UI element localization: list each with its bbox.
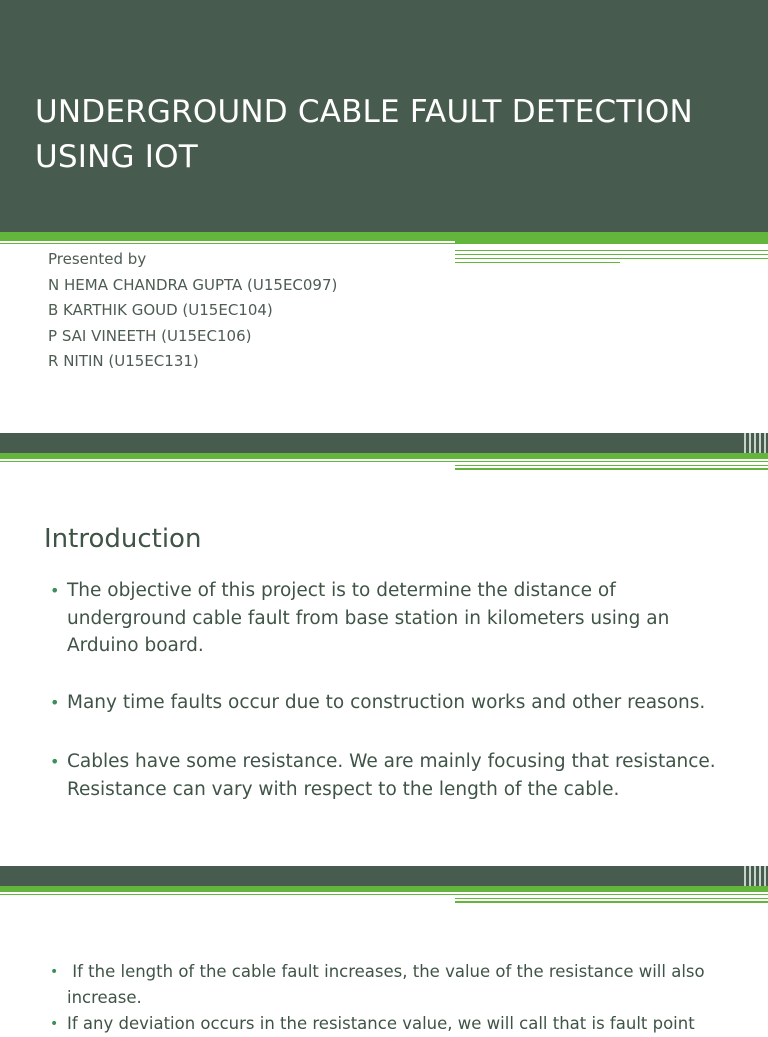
bullet-item <box>50 959 740 1011</box>
slide1-thin-line <box>0 243 455 244</box>
slide3-thin-line-3 <box>455 901 768 903</box>
slide3-thin-line-2 <box>455 898 768 899</box>
slide3-header-stripes <box>742 866 768 886</box>
bullet-text: If any deviation occurs in the resistance value, we will call that is fault point <box>67 1014 695 1033</box>
slide1-accent-line-3 <box>455 254 768 255</box>
slide1-accent-line-1 <box>455 241 768 244</box>
presenter-item: R NITIN (U15EC131) <box>48 352 199 370</box>
bullet-dot-icon: • <box>50 752 60 771</box>
slide1-green-bar <box>0 232 768 241</box>
presented-by-label: Presented by <box>48 250 147 268</box>
presenter-item: N HEMA CHANDRA GUPTA (U15EC097) <box>48 275 338 294</box>
bullet-dot-icon: • <box>50 693 60 712</box>
slide3-header-band <box>0 866 768 886</box>
slide1-accent-line-4 <box>455 258 768 259</box>
bullet-item <box>50 689 740 717</box>
bullet-item <box>50 1011 740 1037</box>
slide2-thin-line-3 <box>455 468 768 470</box>
slide2-heading: Introduction <box>44 524 202 554</box>
slide2-green-bar <box>0 453 768 459</box>
bullet-dot-icon: • <box>50 964 59 980</box>
bullet-dot-icon: • <box>50 581 60 600</box>
slide1-accent-line-2 <box>455 250 768 251</box>
bullet-text: Many time faults occur due to construction works and other reasons. <box>67 692 706 713</box>
slide1-title: UNDERGROUND CABLE FAULT DETECTION USING IOT <box>35 94 693 175</box>
bullet-dot-icon: • <box>50 1016 59 1032</box>
slide3-thin-line-1 <box>0 894 768 895</box>
slide1-accent-line-5 <box>455 262 620 263</box>
slide2-header-stripes <box>742 433 768 453</box>
presenters-list <box>48 247 337 375</box>
slide2-thin-line-1 <box>0 461 768 462</box>
bullet-item <box>50 748 740 803</box>
slide2-header-band <box>0 433 768 453</box>
slide3-green-bar <box>0 886 768 892</box>
presenter-item: P SAI VINEETH (U15EC106) <box>48 326 252 345</box>
bullet-text: If the length of the cable fault increases, the value of the resistance will also increase. <box>67 962 710 1007</box>
bullet-item <box>50 577 740 660</box>
bullet-text: The objective of this project is to determine the distance of underground cable fault from base station in kilometers using an Arduino board. <box>67 580 670 656</box>
bullet-text: Cables have some resistance. We are mainly focusing that resistance. Resistance can vary with respect to the length of the cable. <box>67 751 716 800</box>
slide2-thin-line-2 <box>455 465 768 466</box>
presenter-item: B KARTHIK GOUD (U15EC104) <box>48 301 273 319</box>
